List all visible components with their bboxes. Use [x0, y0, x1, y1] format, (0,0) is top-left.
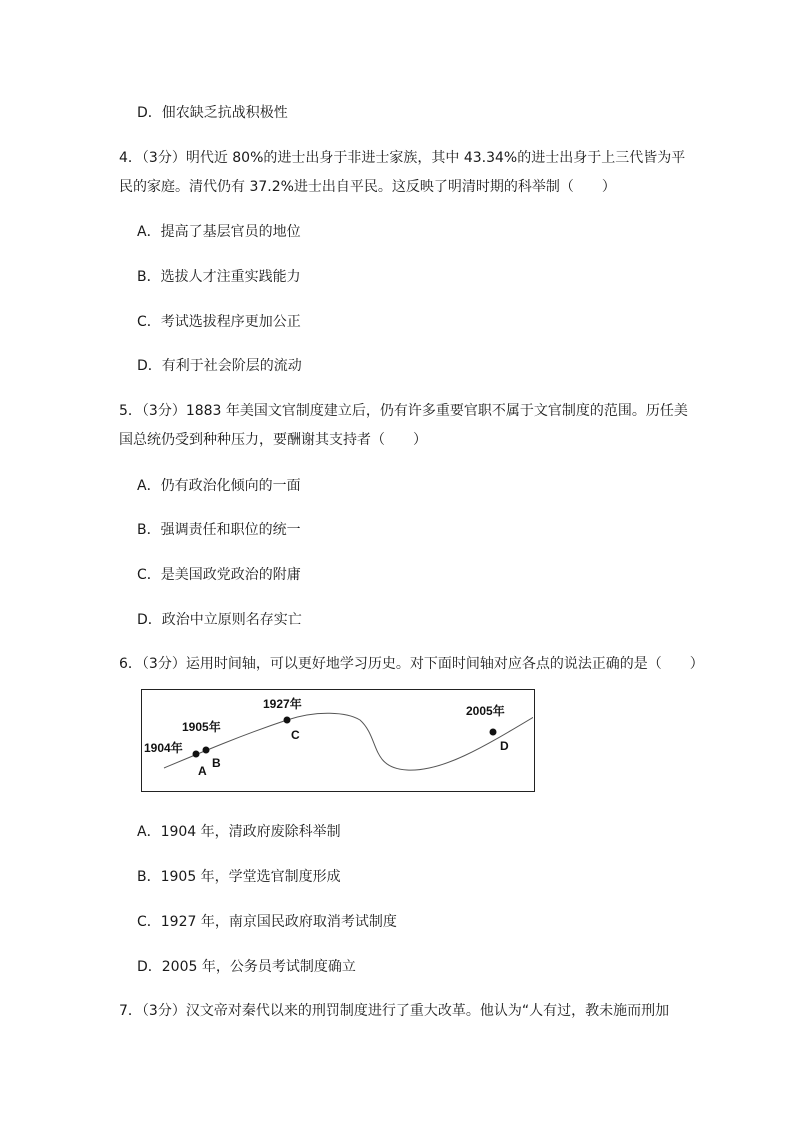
q6-option-d: D．2005 年，公务员考试制度确立	[137, 959, 356, 975]
timeline-year-1927: 1927年	[263, 697, 302, 711]
q4-stem-line2: 民的家庭。清代仍有 37.2%进士出自平民。这反映了明清时期的科举制（ ）	[119, 179, 616, 195]
timeline-letter-b: B	[212, 756, 221, 770]
q5-option-c: C．是美国政党政治的附庸	[137, 567, 301, 583]
q5-stem-line2: 国总统仍受到种种压力，要酬谢其支持者（ ）	[119, 432, 427, 448]
timeline-point-d	[490, 729, 497, 736]
q4-option-b: B．选拔人才注重实践能力	[137, 269, 301, 285]
q4-option-c: C．考试选拔程序更加公正	[137, 314, 301, 330]
timeline-letter-c: C	[291, 728, 300, 742]
timeline-year-2005: 2005年	[466, 704, 505, 718]
timeline-letter-a: A	[198, 764, 207, 778]
q5-option-d: D．政治中立原则名存实亡	[137, 612, 302, 628]
q5-stem-line1: 5．（3分）1883 年美国文官制度建立后，仍有许多重要官职不属于文官制度的范围。历任美	[119, 403, 688, 419]
q6-option-a: A．1904 年，清政府废除科举制	[137, 824, 341, 840]
q4-option-a: A．提高了基层官员的地位	[137, 224, 301, 240]
q3-option-d: D．佃农缺乏抗战积极性	[137, 105, 288, 121]
timeline-letter-d: D	[500, 739, 509, 753]
timeline-figure	[141, 689, 535, 792]
q5-option-a: A．仍有政治化倾向的一面	[137, 478, 301, 494]
timeline-year-1905: 1905年	[182, 720, 221, 734]
q7-stem-line1: 7．（3分）汉文帝对秦代以来的刑罚制度进行了重大改革。他认为“人有过，教未施而刑加	[119, 1003, 670, 1019]
q6-stem: 6．（3分）运用时间轴，可以更好地学习历史。对下面时间轴对应各点的说法正确的是（ ）	[119, 656, 704, 672]
q6-option-c: C．1927 年，南京国民政府取消考试制度	[137, 914, 397, 930]
timeline-point-a	[193, 751, 200, 758]
timeline-point-c	[284, 717, 291, 724]
q6-option-b: B．1905 年，学堂选官制度形成	[137, 869, 341, 885]
timeline-point-b	[203, 747, 210, 754]
timeline-svg	[142, 690, 533, 790]
q5-option-b: B．强调责任和职位的统一	[137, 522, 301, 538]
q4-option-d: D．有利于社会阶层的流动	[137, 358, 302, 374]
timeline-year-1904: 1904年	[144, 741, 183, 755]
q4-stem-line1: 4．（3分）明代近 80%的进士出身于非进士家族，其中 43.34%的进士出身于上三代皆为平	[119, 150, 686, 166]
